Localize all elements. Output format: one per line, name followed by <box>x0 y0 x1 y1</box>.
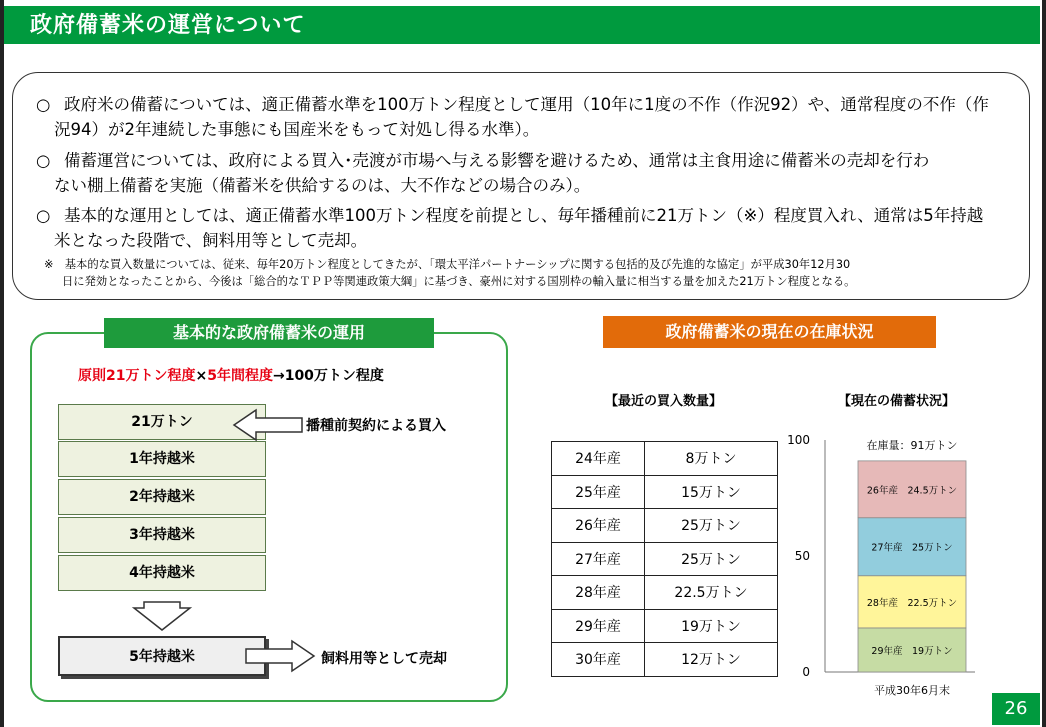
purchase-amount-cell: 19万トン <box>645 609 778 643</box>
purchase-table <box>551 441 778 677</box>
left-frame-border <box>0 0 4 727</box>
crop-year-cell: 29年産 <box>552 609 645 643</box>
formula-part1: 原則21万トン程度 <box>78 368 196 384</box>
footnote-line2: 日に発効となったことから、今後は「総合的なＴＰＰ等関連政策大綱」に基づき、豪州に対する国別枠の輸入量に相当する量を加えた21万トン程度となる。 <box>62 275 856 288</box>
purchase-amount-cell: 8万トン <box>645 442 778 476</box>
crop-year-cell: 28年産 <box>552 576 645 610</box>
crop-year-cell: 26年産 <box>552 509 645 543</box>
circle-bullet-icon: ○ <box>36 151 51 170</box>
bullet-3-line1: 基本的な運用としては、適正備蓄水準100万トン程度を前提とし、毎年播種前に21万トン（※）程度買入れ、通常は5年持越 <box>64 206 984 225</box>
basic-operation-label: 基本的な政府備蓄米の運用 <box>104 318 434 348</box>
table-row <box>552 475 778 509</box>
y-tick-label: 50 <box>794 549 810 563</box>
table-row <box>552 542 778 576</box>
purchase-amount-cell: 25万トン <box>645 509 778 543</box>
table-row <box>552 643 778 677</box>
bullet-3-line2: 米となった段階で、飼料用等として売却。 <box>54 231 368 250</box>
bullet-3 <box>36 203 1016 253</box>
y-tick-label: 0 <box>802 665 810 679</box>
bullet-2-line2: ない棚上備蓄を実施（備蓄米を供給するのは、大不作などの場合のみ）。 <box>54 176 591 195</box>
bullet-1-line2: 況94）が2年連続した事態にも国産米をもって対処し得る水準）。 <box>54 120 540 139</box>
stack-cell-21man: 21万トン <box>58 404 266 440</box>
purchase-amount-cell: 25万トン <box>645 542 778 576</box>
down-arrow-icon <box>130 600 194 632</box>
formula-part2: 5年間程度 <box>207 368 273 384</box>
bar-segment-label: 28年産 22.5万トン <box>866 597 958 609</box>
stock-status-label: 政府備蓄米の現在の在庫状況 <box>603 316 936 348</box>
stack-cell-year2: 2年持越米 <box>58 479 266 515</box>
right-arrow-icon <box>244 639 316 673</box>
purchase-amount-cell: 12万トン <box>645 643 778 677</box>
table-row <box>552 442 778 476</box>
current-stock-title: 【現在の備蓄状況】 <box>838 394 956 409</box>
formula-part3: →100万トン程度 <box>272 368 384 384</box>
bar-segment-label: 27年産 25万トン <box>871 542 953 554</box>
purchase-amount-cell: 22.5万トン <box>645 576 778 610</box>
page-title: 政府備蓄米の運営について <box>30 13 306 38</box>
sell-text: 飼料用等として売却 <box>321 651 447 667</box>
bar-segment-label: 29年産 19万トン <box>871 645 953 657</box>
y-tick-label: 100 <box>787 433 810 447</box>
right-frame-border <box>1042 0 1046 727</box>
recent-purchase-title: 【最近の買入数量】 <box>605 394 723 409</box>
x-category-label: 平成30年6月末 <box>874 684 950 697</box>
stock-chart <box>780 430 980 720</box>
chart-title: 在庫量：91万トン <box>866 438 958 452</box>
page-number: 26 <box>992 693 1040 725</box>
footnote-line1: ※ 基本的な買入数量については、従来、毎年20万トン程度としてきたが、「環太平洋パートナーシップに関する包括的及び先進的な協定」が平成30年12月30 <box>44 258 851 271</box>
bullet-1-line1: 政府米の備蓄については、適正備蓄水準を100万トン程度として運用（10年に1度の不作（作況92）や、通常程度の不作（作 <box>64 95 989 114</box>
table-row <box>552 609 778 643</box>
bullet-1 <box>36 92 1016 142</box>
crop-year-cell: 25年産 <box>552 475 645 509</box>
table-row <box>552 509 778 543</box>
bar-segment-label: 26年産 24.5万トン <box>866 485 958 497</box>
formula-times: × <box>195 368 208 384</box>
bullet-2 <box>36 148 1016 198</box>
purchase-amount-cell: 15万トン <box>645 475 778 509</box>
stack-cell-year1: 1年持越米 <box>58 441 266 477</box>
bullet-2-line1: 備蓄運営については、政府による買入･売渡が市場へ与える影響を避けるため、通常は主食用途に備蓄米の売却を行わ <box>64 151 930 170</box>
circle-bullet-icon: ○ <box>36 206 51 225</box>
formula <box>78 366 384 386</box>
footnote <box>44 256 1004 290</box>
stack-cell-year3: 3年持越米 <box>58 517 266 553</box>
left-arrow-icon <box>232 408 304 442</box>
crop-year-cell: 24年産 <box>552 442 645 476</box>
circle-bullet-icon: ○ <box>36 95 51 114</box>
stack-cell-year5: 5年持越米 <box>58 636 266 676</box>
crop-year-cell: 27年産 <box>552 542 645 576</box>
table-row <box>552 576 778 610</box>
crop-year-cell: 30年産 <box>552 643 645 677</box>
buy-text: 播種前契約による買入 <box>306 418 446 434</box>
stack-cell-year4: 4年持越米 <box>58 555 266 591</box>
